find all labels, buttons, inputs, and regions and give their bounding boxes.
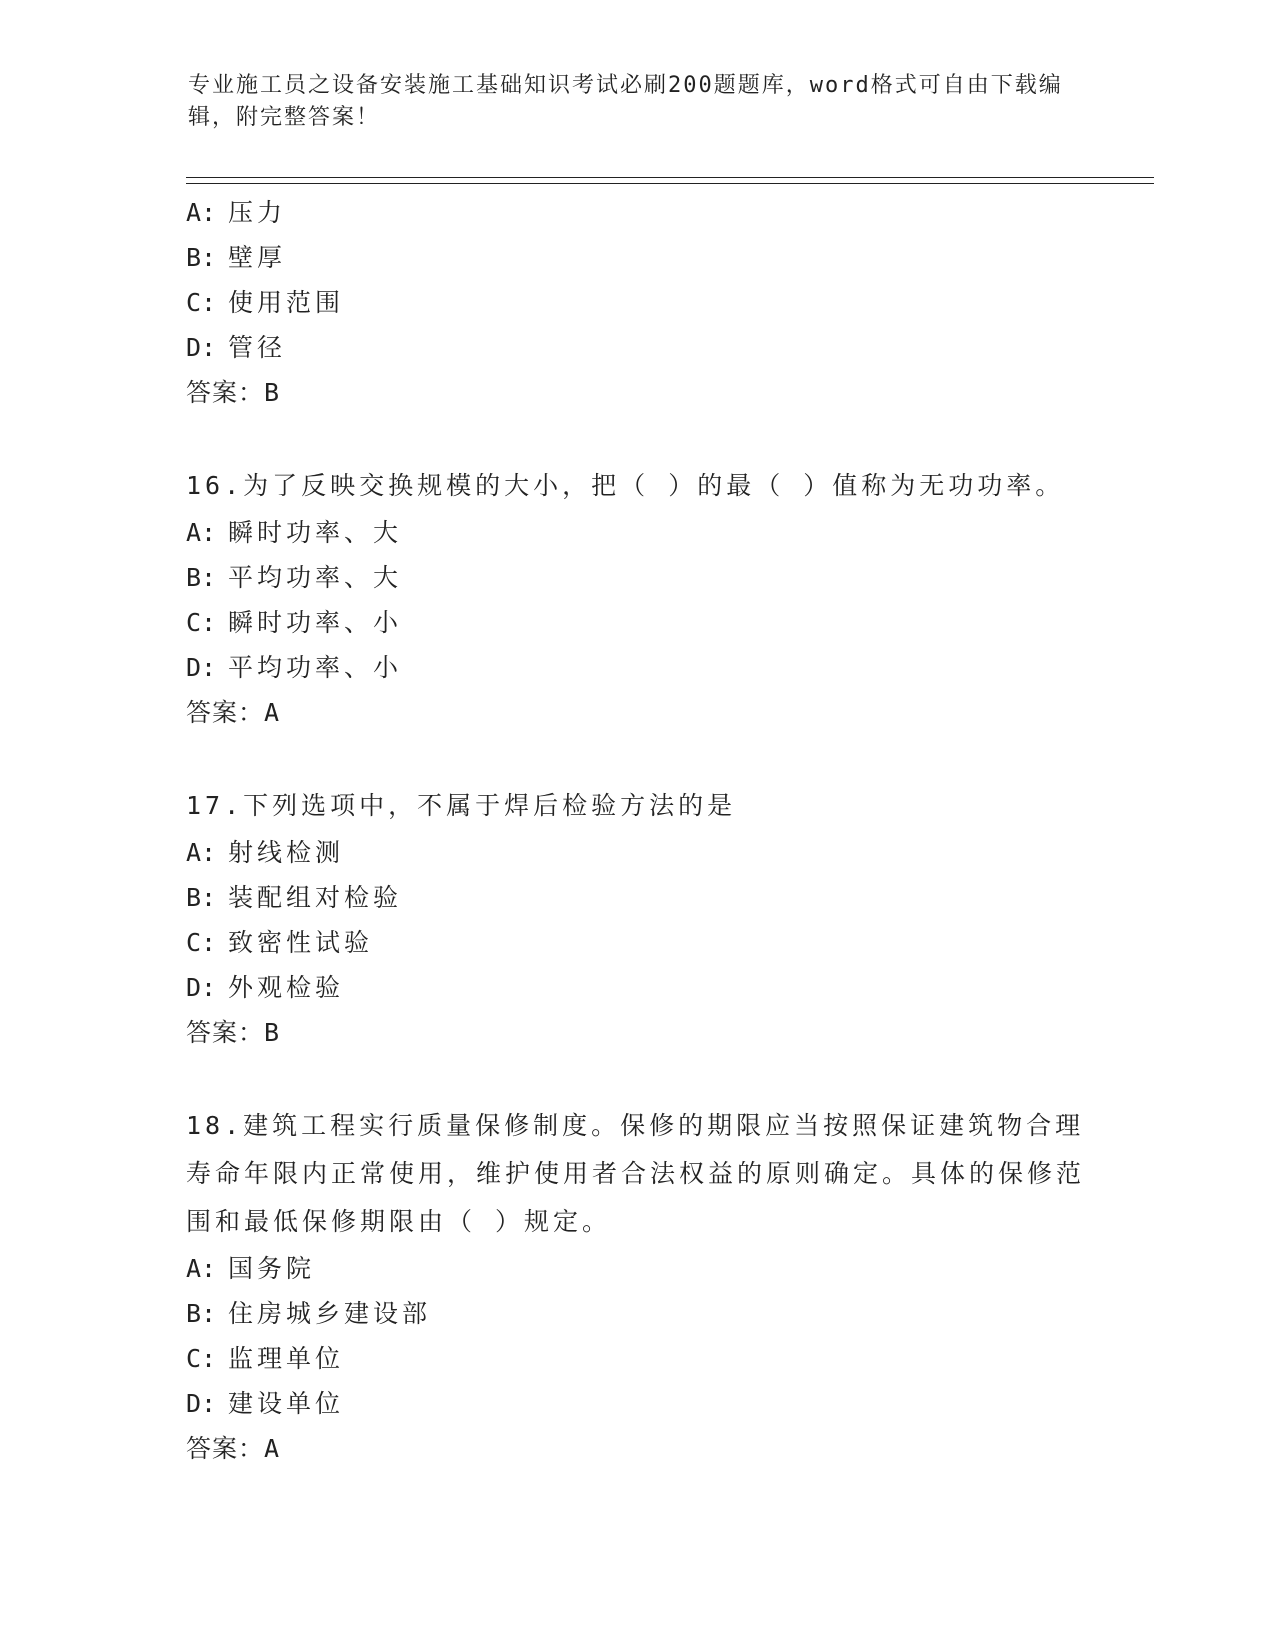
option-c: C: 致密性试验 bbox=[186, 928, 374, 957]
question-18 bbox=[186, 1102, 1086, 1471]
option-a: A: 射线检测 bbox=[186, 838, 345, 867]
question-17 bbox=[186, 782, 1086, 1055]
option-b: B: 装配组对检验 bbox=[186, 883, 403, 912]
question-list bbox=[186, 190, 1086, 1471]
option-d: D: 平均功率、小 bbox=[186, 653, 403, 682]
header-divider bbox=[186, 177, 1154, 184]
option-d: D: 建设单位 bbox=[186, 1389, 345, 1418]
option-b: B: 住房城乡建设部 bbox=[186, 1299, 432, 1328]
option-a: A: 国务院 bbox=[186, 1254, 316, 1283]
document-title: 专业施工员之设备安装施工基础知识考试必刷200题题库，word格式可自由下载编辑，附完整答案！ bbox=[188, 73, 1063, 130]
option-b: B: 壁厚 bbox=[186, 243, 287, 272]
option-c: C: 瞬时功率、小 bbox=[186, 608, 403, 637]
answer-line: 答案：A bbox=[186, 698, 281, 727]
option-b: B: 平均功率、大 bbox=[186, 563, 403, 592]
question-text: 17.下列选项中，不属于焊后检验方法的是 bbox=[186, 791, 737, 820]
question-15-continuation bbox=[186, 190, 1086, 415]
question-text: 16.为了反映交换规模的大小，把（ ）的最（ ）值称为无功功率。 bbox=[186, 471, 1065, 500]
option-c: C: 监理单位 bbox=[186, 1344, 345, 1373]
answer-line: 答案：B bbox=[186, 1018, 281, 1047]
answer-line: 答案：B bbox=[186, 378, 281, 407]
option-d: D: 管径 bbox=[186, 333, 287, 362]
question-16 bbox=[186, 462, 1086, 735]
option-a: A: 压力 bbox=[186, 198, 287, 227]
question-text: 18.建筑工程实行质量保修制度。保修的期限应当按照保证建筑物合理寿命年限内正常使用，维护使用者合法权益的原则确定。具体的保修范围和最低保修期限由（ ）规定。 bbox=[186, 1111, 1086, 1236]
option-a: A: 瞬时功率、大 bbox=[186, 518, 403, 547]
page-header bbox=[188, 70, 1068, 134]
answer-line: 答案：A bbox=[186, 1434, 281, 1463]
option-c: C: 使用范围 bbox=[186, 288, 345, 317]
option-d: D: 外观检验 bbox=[186, 973, 345, 1002]
